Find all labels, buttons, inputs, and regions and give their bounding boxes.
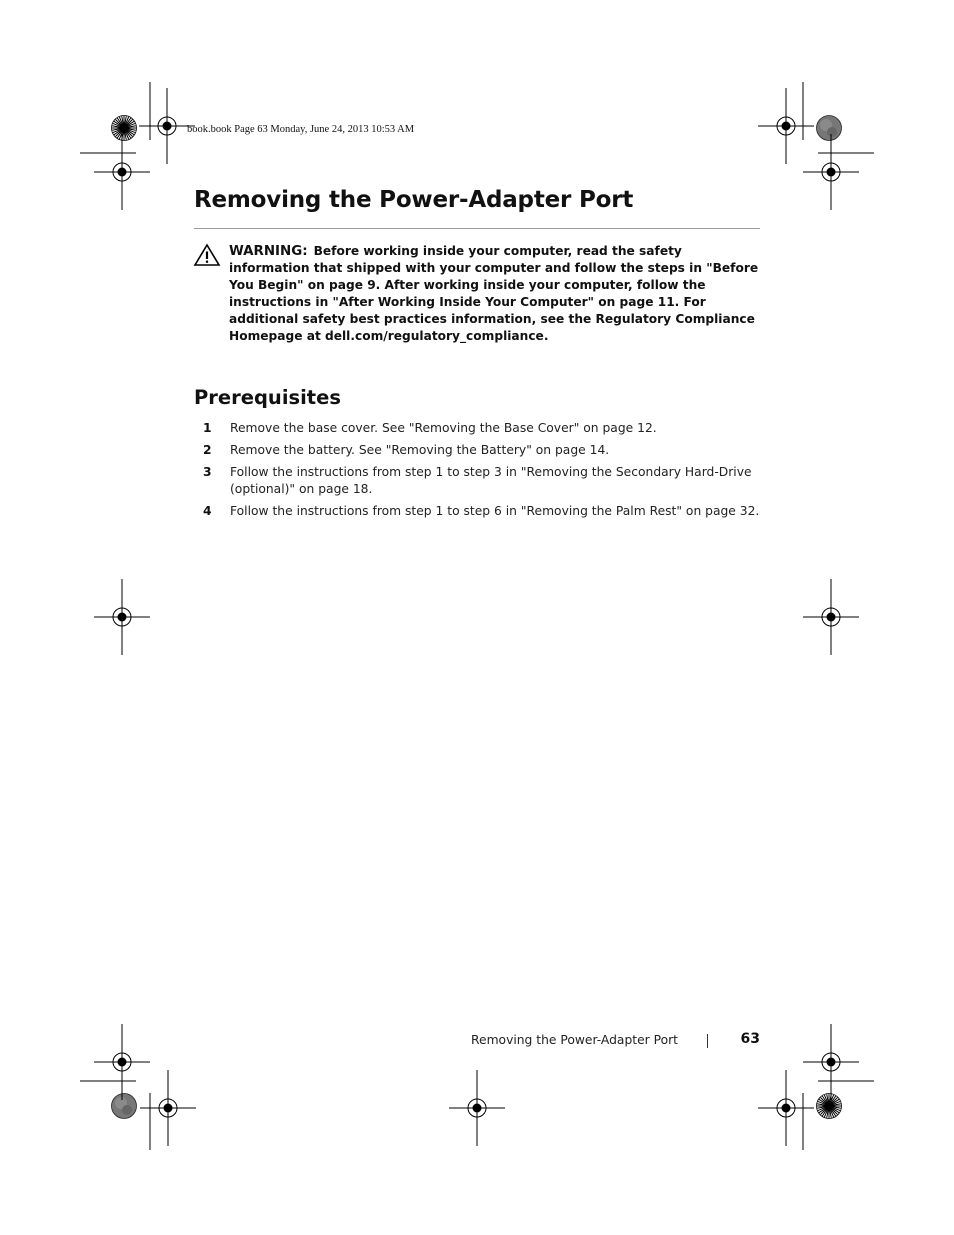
- warning-message: Before working inside your computer, read the safety information that shipped with your computer and follow the steps in "Before You Begin" on page 9. After working inside your computer, follow the instructions in "After Working Inside Your Computer" on page 11. For additional safety best practices information, see the Regulatory Compliance Homepage at dell.com/regulatory_compliance.: [229, 244, 759, 344]
- list-item: [194, 503, 764, 520]
- warning-label: WARNING:: [229, 244, 308, 259]
- prerequisites-heading: Prerequisites: [194, 386, 341, 409]
- list-item: [194, 442, 764, 459]
- step-number: 3: [203, 465, 212, 479]
- step-number: 2: [203, 443, 212, 457]
- page-number: 63: [740, 1031, 760, 1047]
- title-divider: [194, 228, 760, 229]
- prerequisites-list: [194, 420, 764, 525]
- list-item: [194, 464, 764, 498]
- step-number: 1: [203, 421, 212, 435]
- print-header: book.book Page 63 Monday, June 24, 2013 10:53 AM: [187, 124, 415, 135]
- footer-separator: [707, 1034, 708, 1048]
- step-text: Follow the instructions from step 1 to step 3 in "Removing the Secondary Hard-Drive (optional)" on page 18.: [230, 465, 752, 496]
- page-title: Removing the Power-Adapter Port: [194, 187, 634, 213]
- warning-triangle-icon: [193, 243, 221, 267]
- step-text: Follow the instructions from step 1 to step 6 in "Removing the Palm Rest" on page 32.: [230, 504, 760, 518]
- step-number: 4: [203, 504, 212, 518]
- warning-text-block: [229, 243, 763, 346]
- list-item: [194, 420, 764, 437]
- footer-section-title: Removing the Power-Adapter Port: [471, 1033, 678, 1047]
- step-text: Remove the base cover. See "Removing the Base Cover" on page 12.: [230, 421, 657, 435]
- step-text: Remove the battery. See "Removing the Battery" on page 14.: [230, 443, 610, 457]
